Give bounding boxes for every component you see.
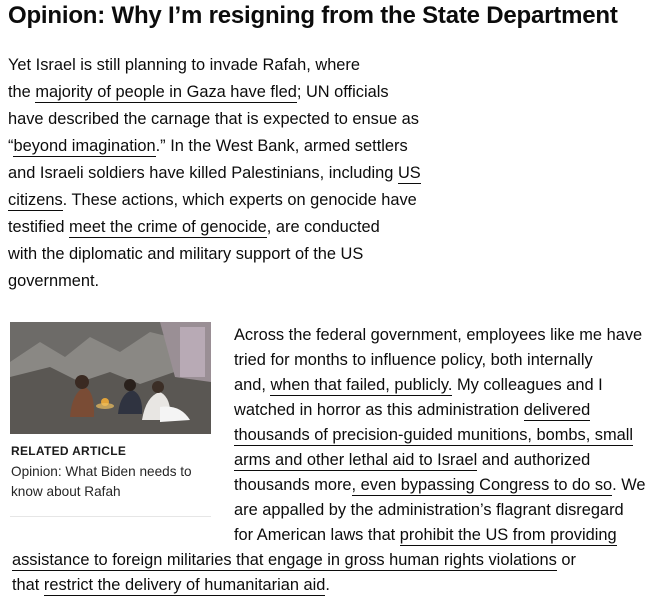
link-us-citizens-part2[interactable]: citizens — [8, 191, 63, 209]
text-line — [8, 160, 478, 187]
related-article-label: RELATED ARTICLE — [11, 444, 127, 458]
link-delivered-part2[interactable]: thousands of precision-guided munitions, bombs, small — [234, 426, 634, 444]
text-line — [8, 448, 653, 473]
text-span: “ — [8, 137, 14, 155]
text-span: thousands more — [234, 476, 352, 494]
text-span: testified — [8, 218, 70, 236]
text-span: and Israeli soldiers have killed Palestinians, including — [8, 164, 398, 182]
link-delivered-part1[interactable]: delivered — [523, 401, 591, 419]
text-span: .” In the West Bank, armed settlers — [155, 137, 408, 155]
text-line — [8, 548, 653, 573]
text-span: the — [8, 83, 36, 101]
text-line: government. — [8, 272, 100, 290]
link-delivered-part3[interactable]: arms and other lethal aid to Israel — [234, 451, 478, 469]
link-crime-of-genocide[interactable]: meet the crime of genocide — [69, 218, 267, 236]
text-line — [8, 398, 653, 423]
text-line: Yet Israel is still planning to invade Rafah, where — [8, 56, 360, 74]
paragraph-2 — [8, 323, 653, 598]
text-line — [8, 473, 653, 498]
text-line — [8, 373, 653, 398]
link-prohibit-assistance-part1[interactable]: prohibit the US from providing — [399, 526, 617, 544]
paragraph-1 — [8, 52, 478, 295]
text-line — [8, 133, 478, 160]
text-span: ; UN officials — [296, 83, 389, 101]
article-title: Opinion: Why I’m resigning from the State Department — [8, 2, 618, 29]
text-line — [8, 187, 478, 214]
text-line — [8, 214, 478, 241]
text-line — [8, 523, 653, 548]
text-span: . These actions, which experts on genocide have — [62, 191, 417, 209]
link-failed-publicly[interactable]: when that failed, publicly. — [270, 376, 453, 394]
text-span: watched in horror as this administration — [234, 401, 524, 419]
text-span: , are conducted — [266, 218, 380, 236]
text-line: are appalled by the administration’s flagrant disregard — [234, 501, 624, 519]
text-line: with the diplomatic and military support of the US — [8, 245, 364, 263]
text-line — [8, 423, 653, 448]
text-span: and authorized — [477, 451, 591, 469]
text-line: tried for months to influence policy, both internally — [234, 351, 593, 369]
link-majority-fled[interactable]: majority of people in Gaza have fled — [35, 83, 297, 101]
text-span: for American laws that — [234, 526, 400, 544]
text-span: or — [556, 551, 576, 569]
text-line — [8, 573, 653, 598]
text-span: . We — [612, 476, 646, 494]
link-beyond-imagination[interactable]: beyond imagination — [13, 137, 156, 155]
text-line: Across the federal government, employees like me have — [234, 326, 643, 344]
text-line — [8, 79, 478, 106]
text-span: . — [325, 576, 330, 594]
link-restrict-aid[interactable]: restrict the delivery of humanitarian aid — [43, 576, 326, 594]
text-span: and, — [234, 376, 271, 394]
link-prohibit-assistance-part2[interactable]: assistance to foreign militaries that engage in gross human rights violations — [12, 551, 557, 569]
related-article-link[interactable]: Opinion: What Biden needs to know about Rafah — [11, 464, 192, 499]
text-span: My colleagues and I — [452, 376, 603, 394]
link-bypassing-congress[interactable]: , even bypassing Congress to do so — [351, 476, 613, 494]
link-us-citizens-part1[interactable]: US — [397, 164, 421, 182]
text-line: have described the carnage that is expected to ensue as — [8, 110, 419, 128]
text-span: that — [12, 576, 44, 594]
